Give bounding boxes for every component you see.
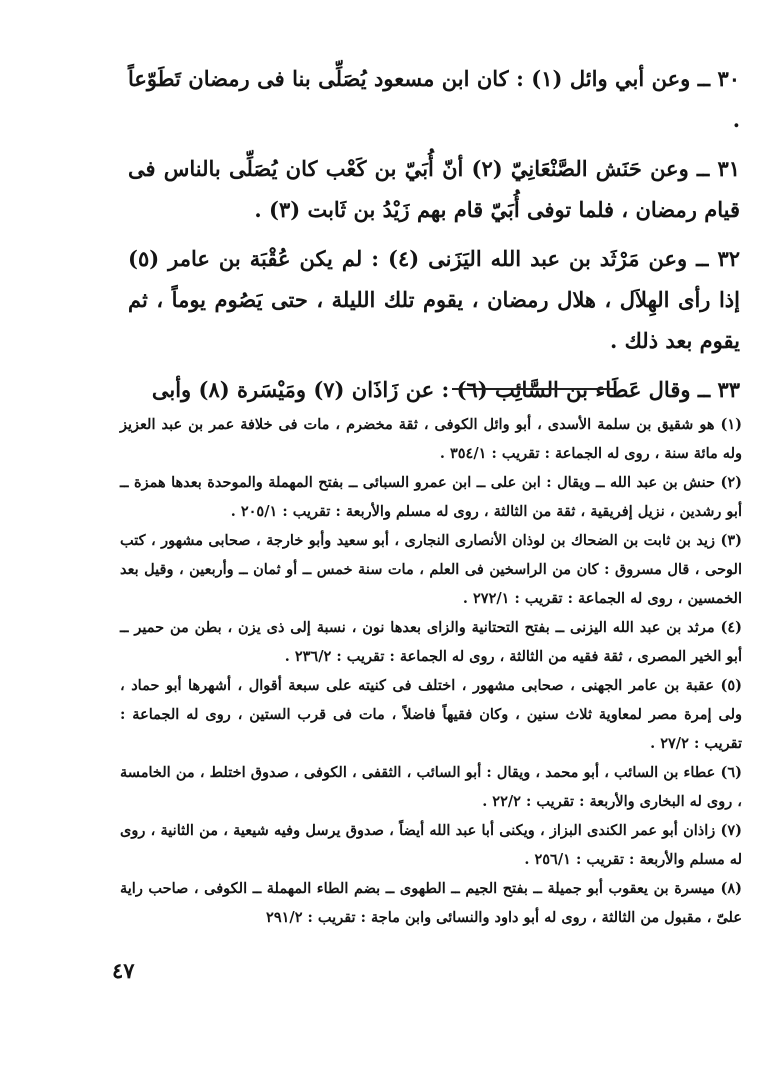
footnotes bbox=[120, 410, 742, 932]
footnote-4: (٤) مرثد بن عبد الله اليزنى ــ بفتح التحتانية والزاى بعدها نون ، نسبة إلى ذى يزن ، بطن من حمير ــ أبو الخير المصرى ، ثقة فقيه من الثالثة ، روى له الجماعة : تقريب : ٢٣٦/٢ . bbox=[120, 619, 742, 665]
page-number: ٤٧ bbox=[112, 958, 135, 983]
paragraph-32: ٣٢ ــ وعن مَرْثَد بن عبد الله اليَزَنى (٤) : لم يكن عُقْبَة بن عامر (٥) إذا رأى الهِلاَل ، هلال رمضان ، يقوم تلك الليلة ، حتى يَصُوم يوماً ، ثم يقوم بعد ذلك . bbox=[128, 246, 740, 353]
footnote-5: (٥) عقبة بن عامر الجهنى ، صحابى مشهور ، اختلف فى كنيته على سبعة أقوال ، أشهرها أبو حماد ، ولى إمرة مصر لمعاوية ثلاث سنين ، وكان فقيهاً فاضلاً ، مات فى قرب الستين ، روى له الجماعة : تقريب : ٢٧/٢ . bbox=[120, 677, 742, 752]
footnote-1: (١) هو شقيق بن سلمة الأسدى ، أبو وائل الكوفى ، ثقة مخضرم ، مات فى خلافة عمر بن عبد العزيز وله مائة سنة ، روى له الجماعة : تقريب : ٣٥٤/١ . bbox=[120, 416, 742, 462]
footnote-8: (٨) ميسرة بن يعقوب أبو جميلة ــ بفتح الجيم ــ الطهوى ــ بضم الطاء المهملة ــ الكوفى ، صاحب راية علىّ ، مقبول من الثالثة ، روى له أبو داود والنسائى وابن ماجة : تقريب : ٢٩١/٢ bbox=[120, 880, 742, 926]
footnote-6: (٦) عطاء بن السائب ، أبو محمد ، ويقال : أبو السائب ، الثقفى ، الكوفى ، صدوق اختلط ، من الخامسة ، روى له البخارى والأربعة : تقريب : ٢٢/٢ . bbox=[120, 764, 742, 810]
footnote-7: (٧) زاذان أبو عمر الكندى البزاز ، ويكنى أبا عبد الله أيضاً ، صدوق يرسل وفيه شيعية ، من الثانية ، روى له مسلم والأربعة : تقريب : ٢٥٦/١ . bbox=[120, 822, 742, 868]
footnote-2: (٢) حنش بن عبد الله ــ ويقال : ابن على ــ ابن عمرو السبائى ــ بفتح المهملة والموحدة بعدها همزة ــ أبو رشدين ، نزيل إفريقية ، ثقة من الثالثة ، روى له مسلم والأربعة : تقريب : ٢٠٥/١ . bbox=[120, 474, 742, 520]
footnote-3: (٣) زيد بن ثابت بن الضحاك بن لوذان الأنصارى النجارى ، أبو سعيد وأبو خارجة ، صحابى مشهور ، كتب الوحى ، قال مسروق : كان من الراسخين فى العلم ، مات سنة خمس ــ أو ثمان ــ وأربعين ، وقيل بعد الخمسين ، روى له الجماعة : تقريب : ٢٧٢/١ . bbox=[120, 532, 742, 607]
paragraph-30: ٣٠ ــ وعن أبي وائل (١) : كان ابن مسعود يُصَلِّى بنا فى رمضان تَطَوّعاً . bbox=[128, 66, 740, 132]
footnote-separator bbox=[452, 388, 614, 390]
paragraph-33: ٣٣ ــ وقال عَطَاء بن السَّائِب (٦) : عن زَاذَان (٧) ومَيْسَرة (٨) وأبى bbox=[151, 377, 740, 402]
main-text bbox=[128, 58, 740, 418]
paragraph-31: ٣١ ــ وعن حَنَش الصَّنْعَانِيّ (٢) أنّ أُبَيّ بن كَعْب كان يُصَلِّى بالناس فى قيام رمضان ، فلما توفى أُبَيّ قام بهم زَيْدُ بن ثَابت (٣) . bbox=[128, 156, 741, 222]
